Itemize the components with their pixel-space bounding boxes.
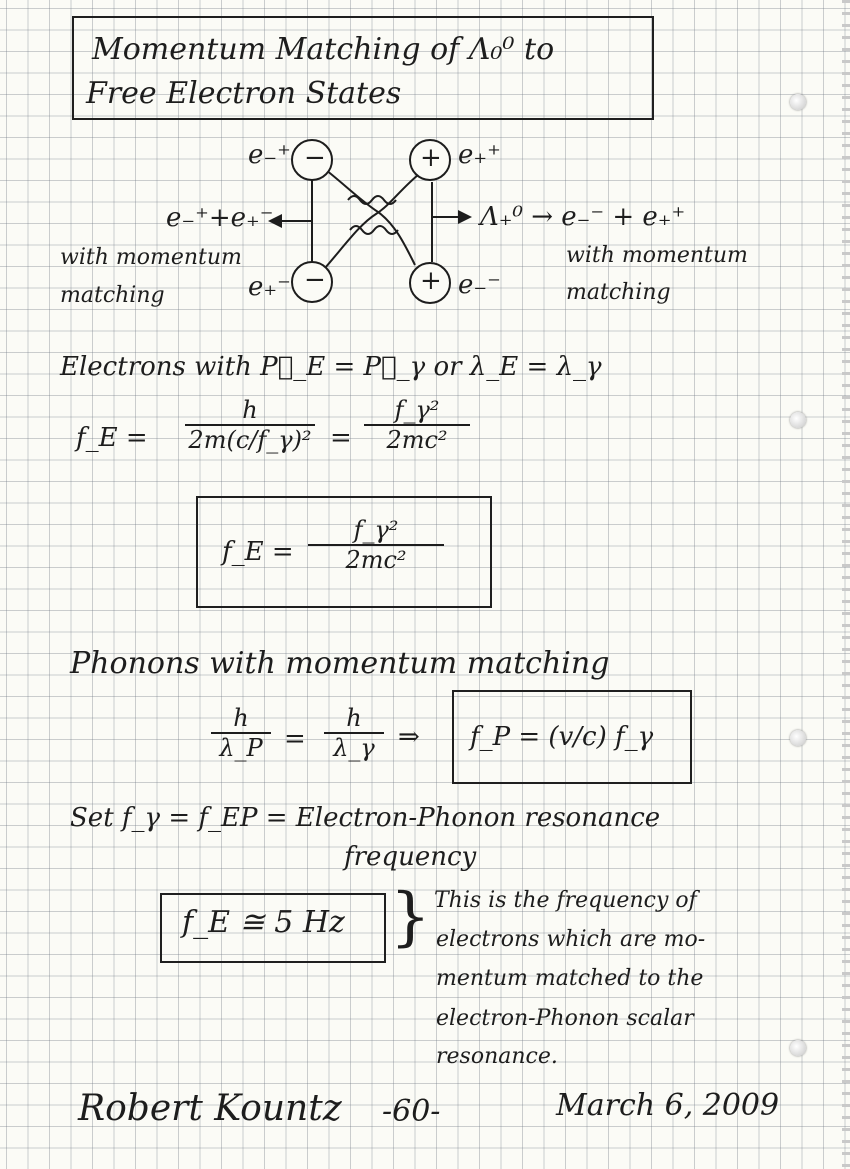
fraction-1-denominator: 2m(c/f_γ)² [188, 426, 312, 454]
fraction-2-denominator: 2mc² [386, 426, 448, 454]
binder-hole-1 [790, 94, 806, 110]
label-left-bottom: e₊⁻ [248, 272, 291, 302]
fraction-a-denominator: λ_P [219, 734, 263, 762]
boxed-frequency: f_E ≅ 5 Hz [182, 905, 345, 940]
title-line-1: Momentum Matching of Λ₀⁰ to [92, 32, 555, 67]
boxed-numerator: f_γ² [353, 516, 399, 544]
right-note-line-1: with momentum [566, 243, 748, 268]
boxed-phonon-equation: f_P = (v/c) f_γ [470, 722, 654, 752]
set-line-1: Set f_γ = f_EP = Electron-Phonon resonance [70, 803, 661, 833]
charge-minus-top: − [304, 143, 326, 173]
fraction-a-numerator: h [233, 704, 249, 732]
electrons-fraction-2 [362, 396, 472, 454]
charge-minus-bottom: − [304, 265, 326, 295]
label-right-bottom: e₋⁻ [458, 270, 501, 300]
label-right-top: e₊⁺ [458, 140, 501, 170]
electrons-heading: Electrons with P⃗_E = P⃗_γ or λ_E = λ_γ [60, 352, 602, 382]
charge-plus-top: + [420, 143, 442, 173]
electrons-equals: = [330, 423, 352, 453]
binder-hole-4 [790, 1040, 806, 1056]
result-note-line-1: This is the frequency of [434, 888, 697, 913]
set-line-2: frequency [344, 842, 477, 872]
signature: Robert Kountz [78, 1088, 342, 1129]
fraction-2-numerator: f_γ² [394, 396, 440, 424]
page-number: -60- [382, 1094, 441, 1129]
boxed-denominator: 2mc² [345, 546, 407, 574]
electrons-lhs: f_E = [76, 423, 148, 453]
title-line-2: Free Electron States [86, 76, 402, 111]
fraction-b-denominator: λ_γ [333, 734, 375, 762]
coil-top [348, 196, 396, 204]
left-products: e₋⁺+e₊⁻ [166, 203, 274, 233]
phonons-equals: = [284, 724, 306, 754]
phonons-fraction-b [318, 704, 390, 762]
cross-line-2 [325, 175, 418, 268]
result-note-line-5: resonance. [436, 1044, 558, 1069]
left-note-line-1: with momentum [60, 245, 242, 270]
left-note-line-2: matching [60, 283, 165, 308]
boxed-electron-fraction [306, 516, 446, 574]
phonons-fraction-a [206, 704, 276, 762]
right-arrow-head [458, 210, 472, 224]
result-note-line-2: electrons which are mo- [436, 927, 706, 952]
right-note-line-2: matching [566, 280, 671, 305]
result-brace: } [390, 880, 431, 954]
binder-hole-3 [790, 730, 806, 746]
fraction-1-numerator: h [242, 396, 258, 424]
implies-arrow: ⇒ [398, 722, 420, 752]
boxed-electron-lhs: f_E = [222, 537, 294, 567]
charge-plus-bottom: + [420, 266, 442, 296]
fraction-b-numerator: h [346, 704, 362, 732]
right-reaction: Λ₊⁰ → e₋⁻ + e₊⁺ [480, 202, 686, 232]
label-left-top: e₋⁺ [248, 140, 291, 170]
electrons-fraction-1 [180, 396, 320, 454]
result-note-line-4: electron-Phonon scalar [436, 1006, 694, 1031]
result-note-line-3: mentum matched to the [436, 966, 704, 991]
date: March 6, 2009 [556, 1088, 780, 1123]
binder-hole-2 [790, 412, 806, 428]
phonons-heading: Phonons with momentum matching [70, 646, 610, 681]
